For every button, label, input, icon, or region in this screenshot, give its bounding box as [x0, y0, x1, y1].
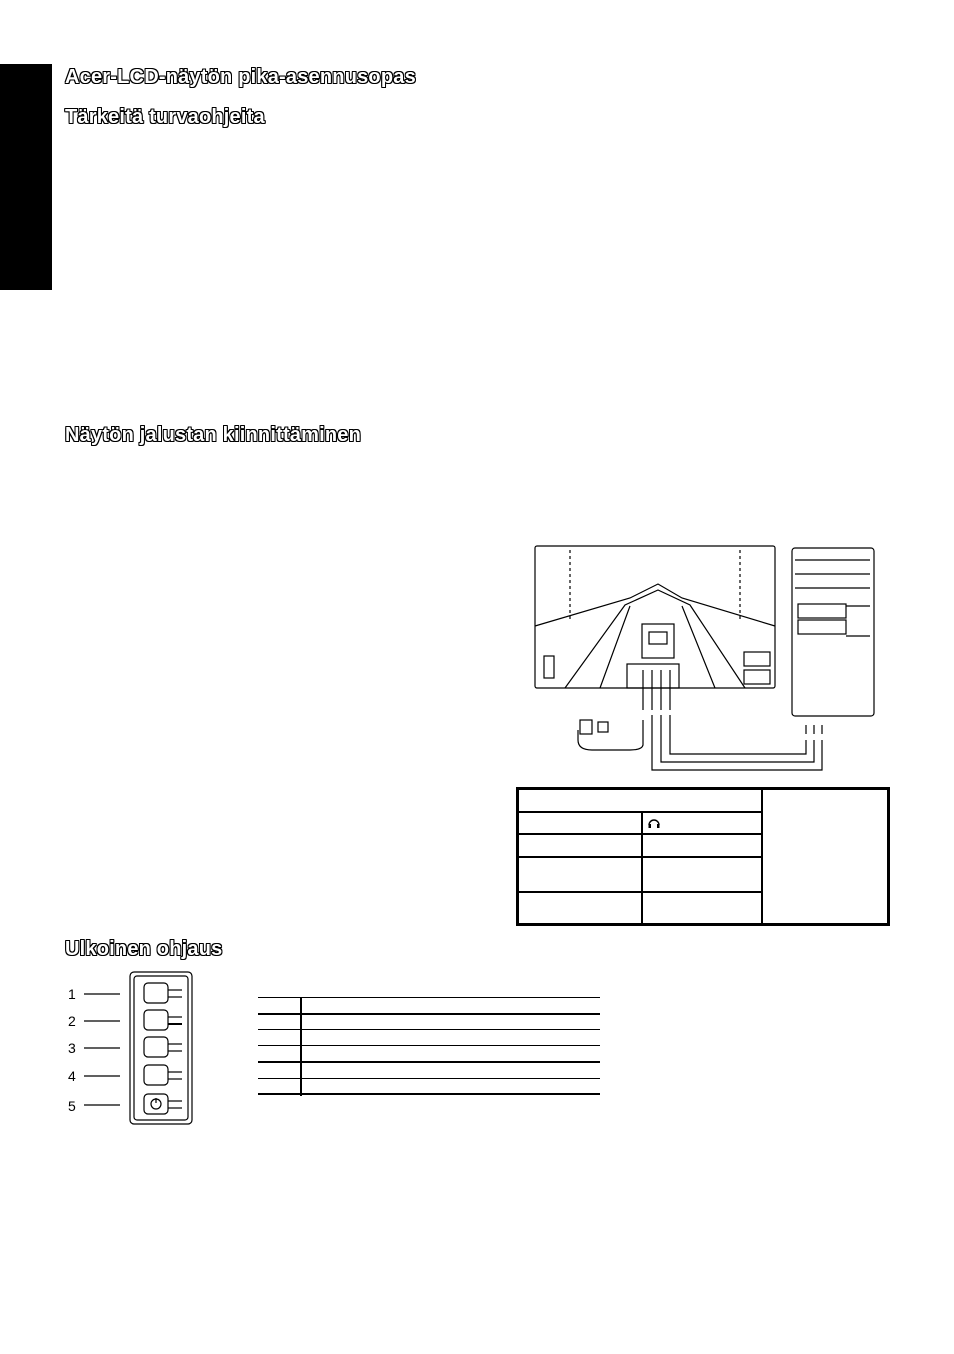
control-button-4	[144, 1065, 168, 1085]
power-cable	[578, 720, 643, 750]
monitor-back	[535, 546, 775, 688]
button-number: 2	[68, 1013, 76, 1029]
button-number: 5	[68, 1098, 76, 1114]
control-button-5	[144, 1094, 168, 1114]
safety-heading: Tärkeitä turvaohjeita	[65, 106, 265, 128]
table-cell	[642, 857, 762, 892]
connection-diagram	[530, 540, 890, 780]
table-cell	[518, 812, 642, 834]
control-key-table	[258, 997, 600, 1096]
control-button-2	[144, 1010, 168, 1030]
table-row	[258, 997, 600, 1013]
control-button-3	[144, 1037, 168, 1057]
table-row	[258, 1029, 600, 1045]
control-panel-housing	[130, 972, 192, 1124]
table-cell	[642, 892, 762, 924]
table-cell	[762, 789, 888, 924]
table-row	[258, 1013, 600, 1029]
headphone-icon	[647, 816, 661, 830]
external-control-heading: Ulkoinen ohjaus	[65, 938, 223, 960]
stand-heading: Näytön jalustan kiinnittäminen	[65, 424, 362, 446]
table-cell	[518, 834, 642, 857]
port-panel	[627, 664, 679, 688]
table-row	[258, 1078, 600, 1095]
page-title: Acer-LCD-näytön pika-asennusopas	[65, 66, 416, 88]
connection-table	[516, 787, 890, 926]
pc-tower	[792, 548, 874, 716]
table-column-divider	[300, 997, 302, 1096]
monitor-stand-bracket	[535, 584, 775, 626]
language-tab-marker	[0, 64, 52, 290]
table-cell	[642, 834, 762, 857]
table-row	[258, 1061, 600, 1078]
audio-cable	[670, 715, 806, 754]
power-adapter	[580, 720, 592, 734]
control-buttons-drawing	[60, 970, 200, 1130]
table-cell	[518, 857, 642, 892]
button-number: 4	[68, 1068, 76, 1084]
table-cell	[518, 789, 762, 812]
button-number: 3	[68, 1040, 76, 1056]
video-cable-2	[661, 715, 814, 762]
table-cell	[642, 812, 762, 834]
control-button-1	[144, 983, 168, 1003]
table-row	[258, 1045, 600, 1061]
button-number: 1	[68, 986, 76, 1002]
vesa-plate	[642, 624, 674, 658]
table-cell	[518, 892, 642, 924]
